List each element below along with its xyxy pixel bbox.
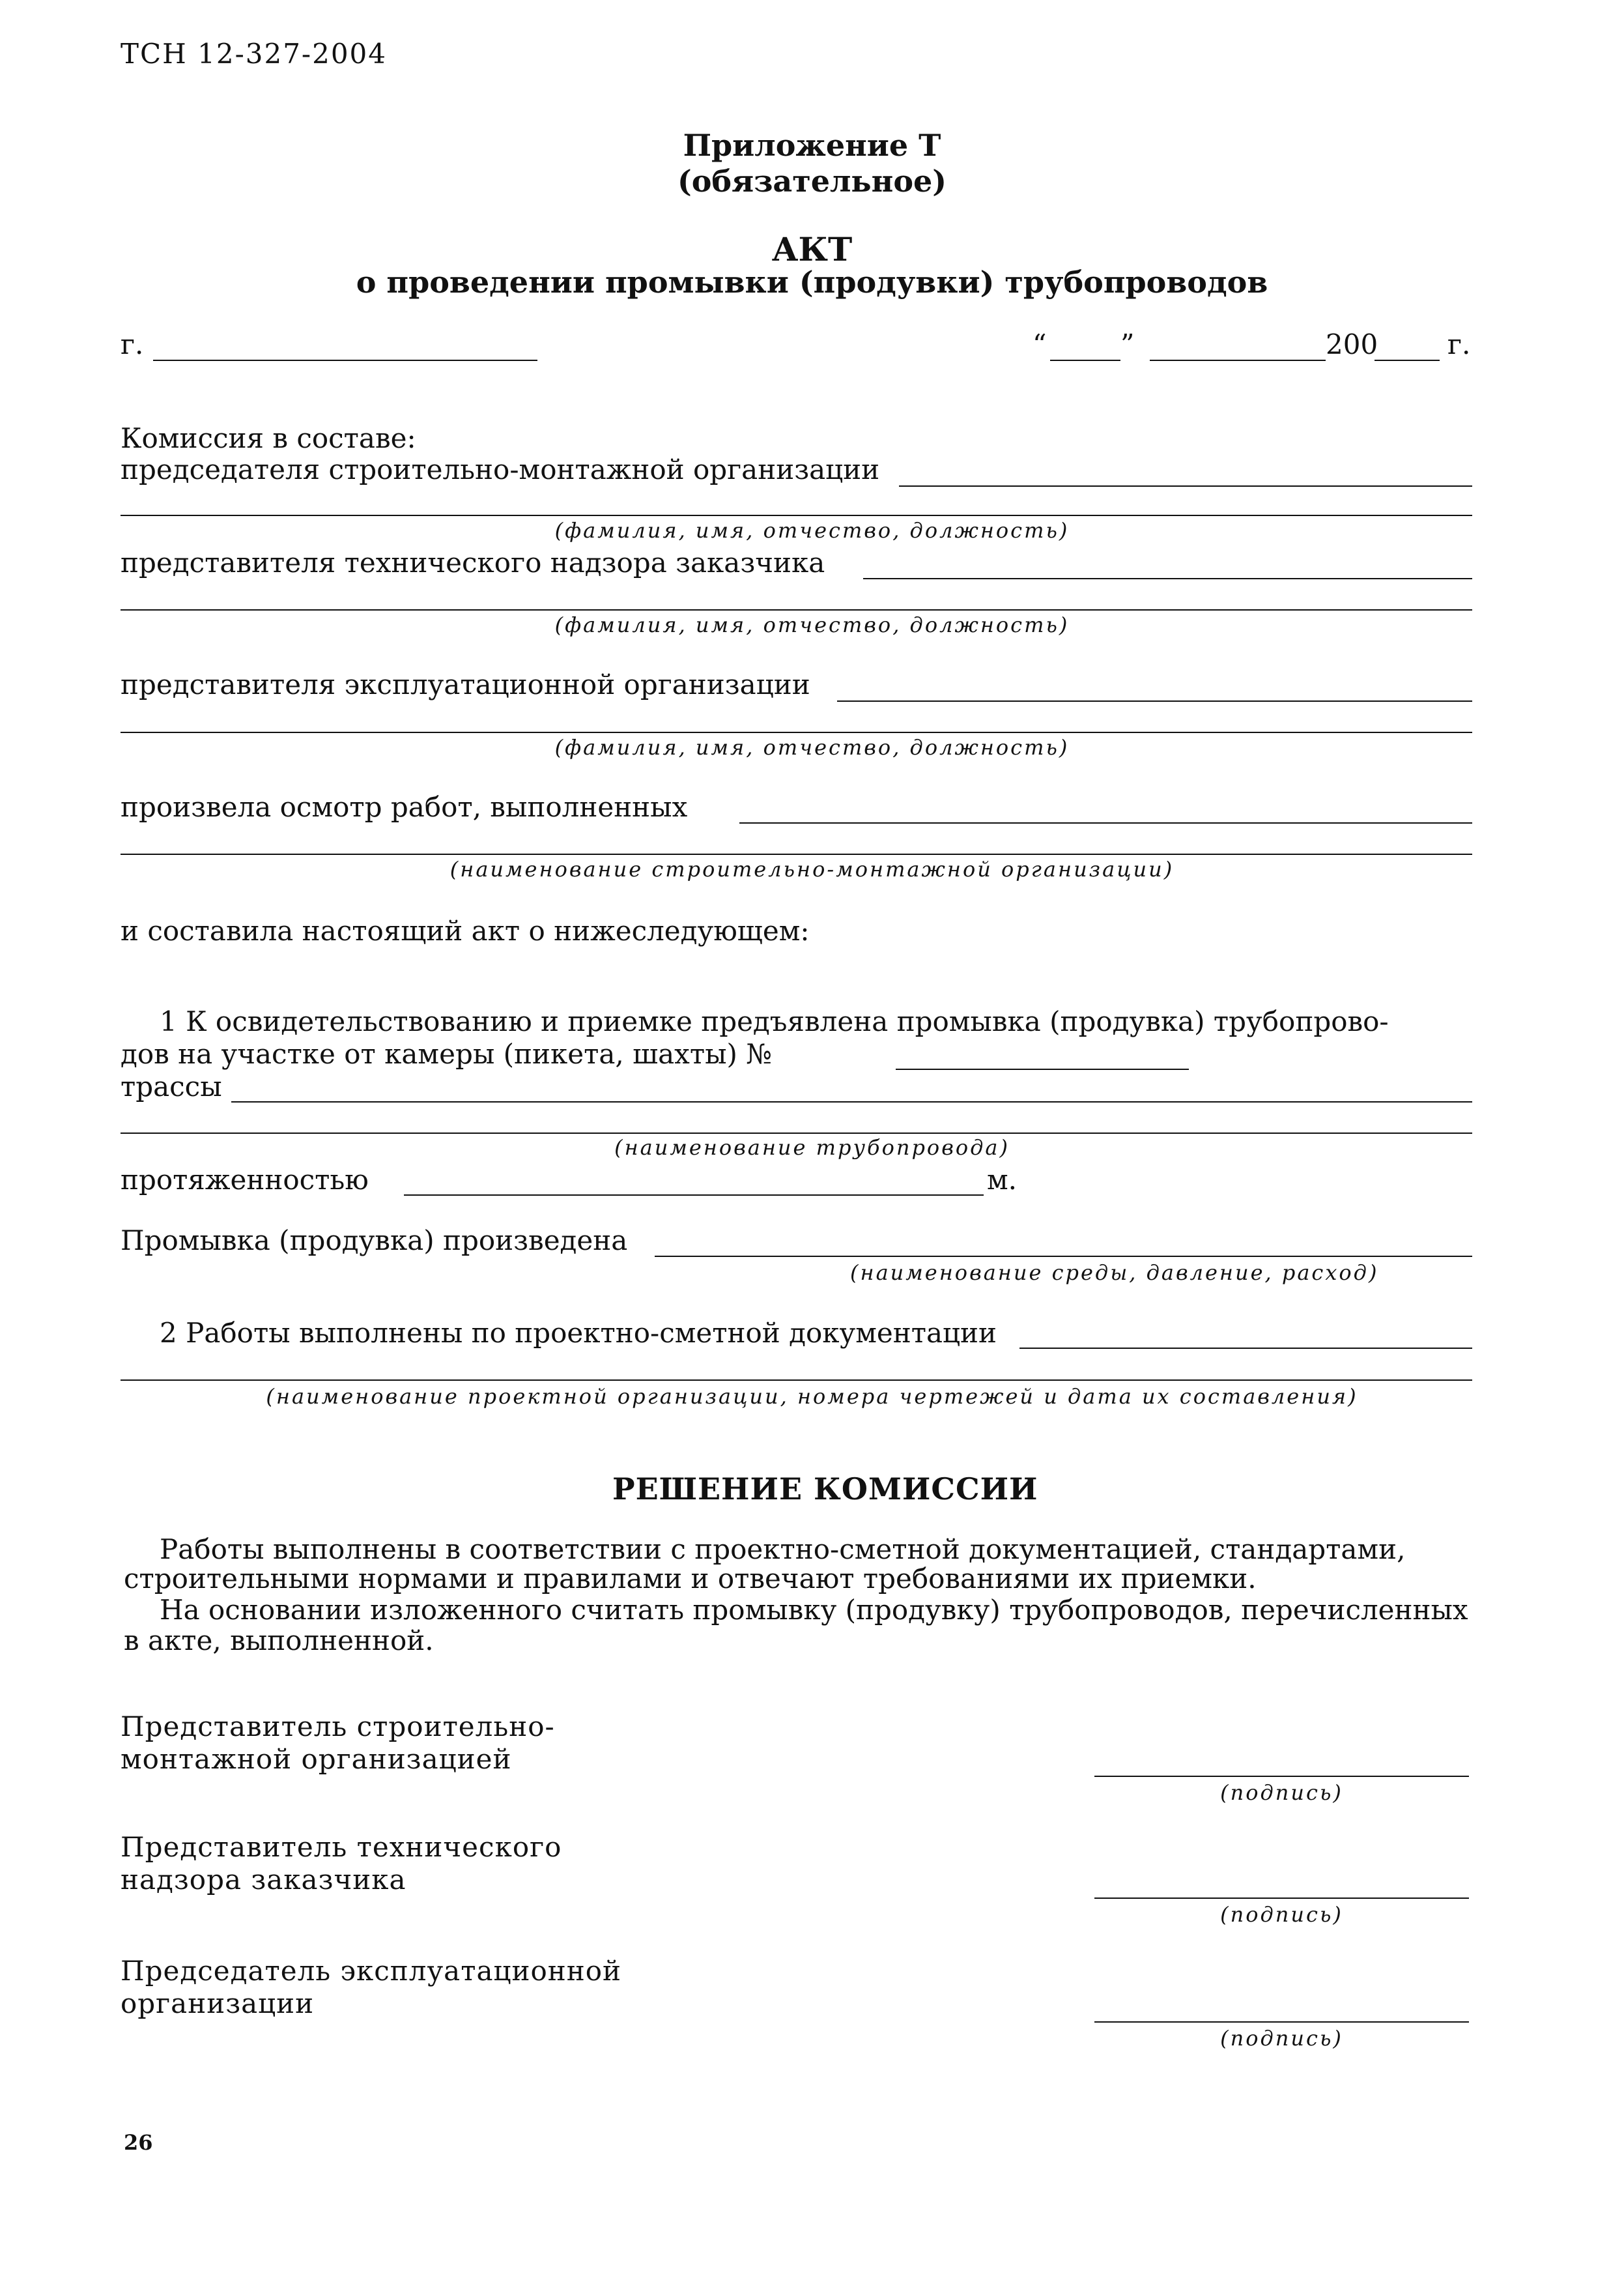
signature-field-tech[interactable] bbox=[1094, 1898, 1469, 1899]
open-quote: “ bbox=[1033, 328, 1047, 360]
decision-p1-line1: Работы выполнены в соответствии с проектно-сметной документацией, стандартами, bbox=[160, 1533, 1406, 1565]
signature-caption-construction: (подпись) bbox=[1220, 1780, 1343, 1805]
flushing-field[interactable] bbox=[655, 1256, 1472, 1257]
close-quote: ” bbox=[1120, 328, 1135, 360]
route-field-line2[interactable] bbox=[121, 1133, 1472, 1134]
decision-p2-line2: в акте, выполненной. bbox=[124, 1624, 434, 1656]
inspected-field[interactable] bbox=[739, 822, 1472, 824]
flushing-caption: (наименование среды, давление, расход) bbox=[850, 1260, 1379, 1285]
chairman-field-line2[interactable] bbox=[121, 515, 1472, 516]
item2-field-line2[interactable] bbox=[121, 1379, 1472, 1381]
signature-label-operating bbox=[121, 1955, 621, 2020]
month-field[interactable] bbox=[1150, 360, 1326, 361]
route-label: трассы bbox=[121, 1071, 222, 1103]
appendix-note: (обязательное) bbox=[677, 164, 947, 199]
decision-p1-line2: строительными нормами и правилами и отвечают требованиями их приемки. bbox=[124, 1563, 1257, 1595]
tech-supervision-label: представителя технического надзора заказчика bbox=[121, 547, 825, 579]
act-subject: о проведении промывки (продувки) трубопроводов bbox=[356, 265, 1268, 300]
page-number: 26 bbox=[124, 2130, 153, 2155]
operating-org-field[interactable] bbox=[837, 700, 1472, 702]
day-field[interactable] bbox=[1050, 360, 1120, 361]
pipeline-caption: (наименование трубопровода) bbox=[614, 1135, 1010, 1160]
commission-intro: Комиссия в составе: bbox=[121, 422, 416, 454]
length-label: протяженностью bbox=[121, 1164, 369, 1196]
signature-label-tech bbox=[121, 1831, 562, 1896]
length-field[interactable] bbox=[404, 1194, 984, 1196]
signature-label-line1: Представитель строительно- bbox=[121, 1710, 555, 1742]
item1-line1: 1 К освидетельствованию и приемке предъявлена промывка (продувка) трубопрово- bbox=[160, 1005, 1389, 1037]
city-prefix: г. bbox=[121, 328, 144, 360]
year-prefix: 200 bbox=[1326, 328, 1378, 360]
route-field[interactable] bbox=[231, 1101, 1472, 1103]
operating-org-label: представителя эксплуатационной организации bbox=[121, 669, 810, 700]
item2-caption: (наименование проектной организации, номера чертежей и дата их составления) bbox=[266, 1384, 1358, 1409]
signature-caption-operating: (подпись) bbox=[1220, 2026, 1343, 2051]
length-unit: м. bbox=[987, 1164, 1018, 1196]
flushing-label: Промывка (продувка) произведена bbox=[121, 1224, 628, 1256]
chairman-label: председателя строительно-монтажной организации bbox=[121, 454, 880, 485]
compiled-text: и составила настоящий акт о нижеследующем: bbox=[121, 915, 810, 947]
decision-heading: РЕШЕНИЕ КОМИССИИ bbox=[612, 1471, 1038, 1507]
signature-caption-tech: (подпись) bbox=[1220, 1902, 1343, 1927]
signature-field-operating[interactable] bbox=[1094, 2021, 1469, 2023]
chamber-number-field[interactable] bbox=[896, 1069, 1189, 1070]
signature-label-line1: Председатель эксплуатационной bbox=[121, 1955, 622, 1987]
operating-org-field-line2[interactable] bbox=[121, 732, 1472, 733]
signature-label-construction bbox=[121, 1710, 555, 1776]
chairman-field[interactable] bbox=[899, 485, 1472, 487]
item2-label: 2 Работы выполнены по проектно-сметной документации bbox=[160, 1317, 997, 1349]
org-caption: (наименование строительно-монтажной организации) bbox=[449, 857, 1175, 882]
signature-label-line1: Представитель технического bbox=[121, 1831, 562, 1863]
year-suffix: г. bbox=[1447, 328, 1471, 360]
inspected-label: произвела осмотр работ, выполненных bbox=[121, 791, 688, 823]
appendix-title: Приложение Т bbox=[683, 128, 941, 163]
doc-code: ТСН 12-327-2004 bbox=[121, 38, 388, 70]
signature-field-construction[interactable] bbox=[1094, 1776, 1469, 1777]
tech-supervision-field[interactable] bbox=[863, 578, 1472, 579]
decision-p2-line1: На основании изложенного считать промывку (продувку) трубопроводов, перечисленных bbox=[160, 1594, 1468, 1626]
item2-field[interactable] bbox=[1019, 1348, 1472, 1349]
item1-line2: дов на участке от камеры (пикета, шахты) № bbox=[121, 1038, 772, 1070]
act-title: АКТ bbox=[771, 230, 853, 268]
inspected-field-line2[interactable] bbox=[121, 854, 1472, 855]
year-field[interactable] bbox=[1375, 360, 1440, 361]
tech-supervision-caption: (фамилия, имя, отчество, должность) bbox=[554, 613, 1070, 637]
operating-org-caption: (фамилия, имя, отчество, должность) bbox=[554, 735, 1070, 760]
signature-label-line2: организации bbox=[121, 1987, 315, 2019]
chairman-caption: (фамилия, имя, отчество, должность) bbox=[554, 518, 1070, 543]
tech-supervision-field-line2[interactable] bbox=[121, 609, 1472, 611]
signature-label-line2: монтажной организацией bbox=[121, 1743, 512, 1775]
city-field[interactable] bbox=[153, 360, 537, 361]
signature-label-line2: надзора заказчика bbox=[121, 1864, 406, 1896]
